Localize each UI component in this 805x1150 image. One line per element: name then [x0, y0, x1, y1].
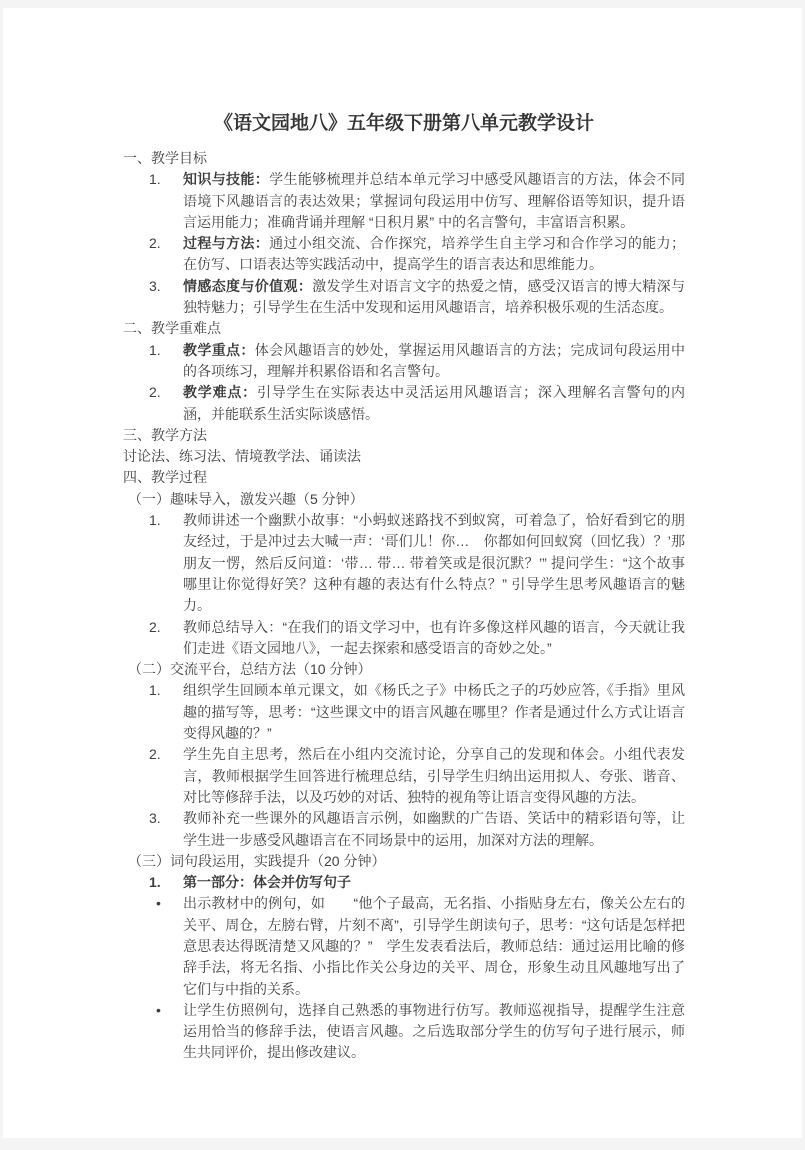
heading-teaching-methods: 三、教学方法 [123, 426, 207, 443]
item-number: 1. [149, 341, 161, 358]
item-number: 3. [149, 810, 161, 827]
heading-teaching-goals: 一、教学目标 [123, 150, 207, 166]
item-text: 通过小组交流、合作探究，培养学生自主学习和合作学习的能力；在仿写、口语表达等实践活动中，提高学生的语言表达和思维能力。 [183, 235, 686, 273]
doc-title: 《语文园地八》五年级下册第八单元教学设计 [213, 113, 594, 134]
item-text: 体会风趣语言的妙处，掌握运用风趣语言的方法；完成词句段运用中的各项练习，理解并积累俗语和名言警句。 [183, 341, 685, 379]
item-text: 教师讲述一个幽默小故事：“小蚂蚁迷路找不到蚁窝，可着急了，恰好看到它的朋友经过，于是冲过去大喊一声：‘哥们儿！你… 你都如何回蚁窝（回忆我）？’那朋友一愣，然后反问道：‘带… 带… 带着笑或是很沉默？’” 提问学生：“这个故事哪里让你觉得好笑？这种有趣的表达有什么特点？” 引导学生思考风趣语言的魅力。 [183, 512, 685, 614]
item-number: 3. [149, 277, 161, 294]
item-label: 过程与方法： [183, 235, 270, 252]
heading-teaching-process: 四、教学过程 [123, 469, 207, 486]
item-number: 1. [149, 682, 161, 699]
item-number: 1. [149, 874, 161, 891]
item-number: 2. [149, 618, 161, 635]
stage2-item [123, 680, 685, 744]
item-text: 教师总结导入：“在我们的语文学习中，也有许多像这样风趣的语言，今天就让我们走进《语文园地八》，一起去探索和感受语言的奇妙之处。” [183, 618, 685, 656]
item-label: 第一部分：体会并仿写句子 [183, 874, 351, 891]
stage3-bullet-item [123, 1000, 685, 1064]
item-number: 1. [149, 171, 161, 188]
item-label: 教学重点： [183, 341, 255, 358]
item-number: 1. [149, 512, 161, 529]
stage2-heading: （二）交流平台，总结方法（10 分钟） [128, 661, 372, 678]
bullet-marker: • [156, 895, 161, 912]
stage1-item [123, 510, 685, 616]
difficulty-item [123, 382, 685, 425]
item-text: 学生能够梳理并总结本单元学习中感受风趣语言的方法，体会不同语境下风趣语言的表达效果；掌握词句段运用中仿写、理解俗语等知识，提升语言运用能力；准确背诵并理解 “日积月累” 中的名言警句，丰富语言积累。 [183, 171, 686, 230]
teaching-methods-list: 讨论法、练习法、情境教学法、诵读法 [123, 448, 361, 465]
document-page [3, 8, 802, 1138]
item-label: 教学难点： [183, 384, 257, 401]
stage1-item [123, 617, 685, 660]
item-text: 教师补充一些课外的风趣语言示例，如幽默的广告语、笑话中的精彩语句等，让学生进一步感受风趣语言在不同场景中的运用，加深对方法的理解。 [183, 810, 685, 848]
document-content [3, 8, 802, 1064]
item-number: 2. [149, 384, 161, 401]
stage3-heading: （三）词句段运用，实践提升（20 分钟） [128, 852, 386, 869]
item-number: 2. [149, 235, 161, 252]
item-text: 组织学生回顾本单元课文，如《杨氏之子》中杨氏之子的巧妙应答,《手指》里风趣的描写等，思考：“这些课文中的语言风趣在哪里？作者是通过什么方式让语言变得风趣的？” [183, 682, 685, 742]
goal-item-values [123, 276, 685, 319]
item-label: 情感态度与价值观： [183, 277, 313, 294]
item-text: 激发学生对语言文字的热爱之情，感受汉语言的博大精深与独特魅力；引导学生在生活中发现和运用风趣语言，培养积极乐观的生活态度。 [183, 277, 686, 316]
goal-item-process [123, 233, 685, 276]
item-number: 2. [149, 746, 161, 763]
item-text: 让学生仿照例句，选择自己熟悉的事物进行仿写。教师巡视指导，提醒学生注意运用恰当的修辞手法，使语言风趣。之后选取部分学生的仿写句子进行展示，师生共同评价，提出修改建议。 [183, 1001, 685, 1061]
stage3-part1-heading [123, 872, 685, 893]
item-text: 出示教材中的例句，如 “他个子最高，无名指、小指贴身左右，像关公左右的关平、周仓，左膀右臂，片刻不离”，引导学生朗读句子，思考：“这句话是怎样把意思表达得既清楚又风趣的？” 学生发表看法后，教师总结：通过运用比喻的修辞手法，将无名指、小指比作关公身边的关平、周仓，形象生动且风趣地写出了它们与中指的关系。 [183, 895, 685, 997]
heading-key-points: 二、教学重难点 [123, 320, 221, 337]
stage2-item [123, 744, 685, 808]
item-text: 学生先自主思考，然后在小组内交流讨论，分享自己的发现和体会。小组代表发言，教师根据学生回答进行梳理总结，引导学生归纳出运用拟人、夸张、谐音、对比等修辞手法，以及巧妙的对话、独特的视角等让语言变得风趣的方法。 [183, 746, 685, 805]
stage1-heading: （一）趣味导入，激发兴趣（5 分钟） [128, 490, 364, 507]
key-point-item [123, 340, 685, 383]
item-text: 引导学生在实际表达中灵活运用风趣语言；深入理解名言警句的内涵，并能联系生活实际谈感悟。 [183, 384, 686, 422]
stage3-bullet-item [123, 893, 685, 999]
goal-item-knowledge [123, 169, 685, 233]
item-label: 知识与技能： [183, 171, 270, 188]
stage2-item [123, 808, 685, 851]
bullet-marker: • [156, 1001, 161, 1018]
